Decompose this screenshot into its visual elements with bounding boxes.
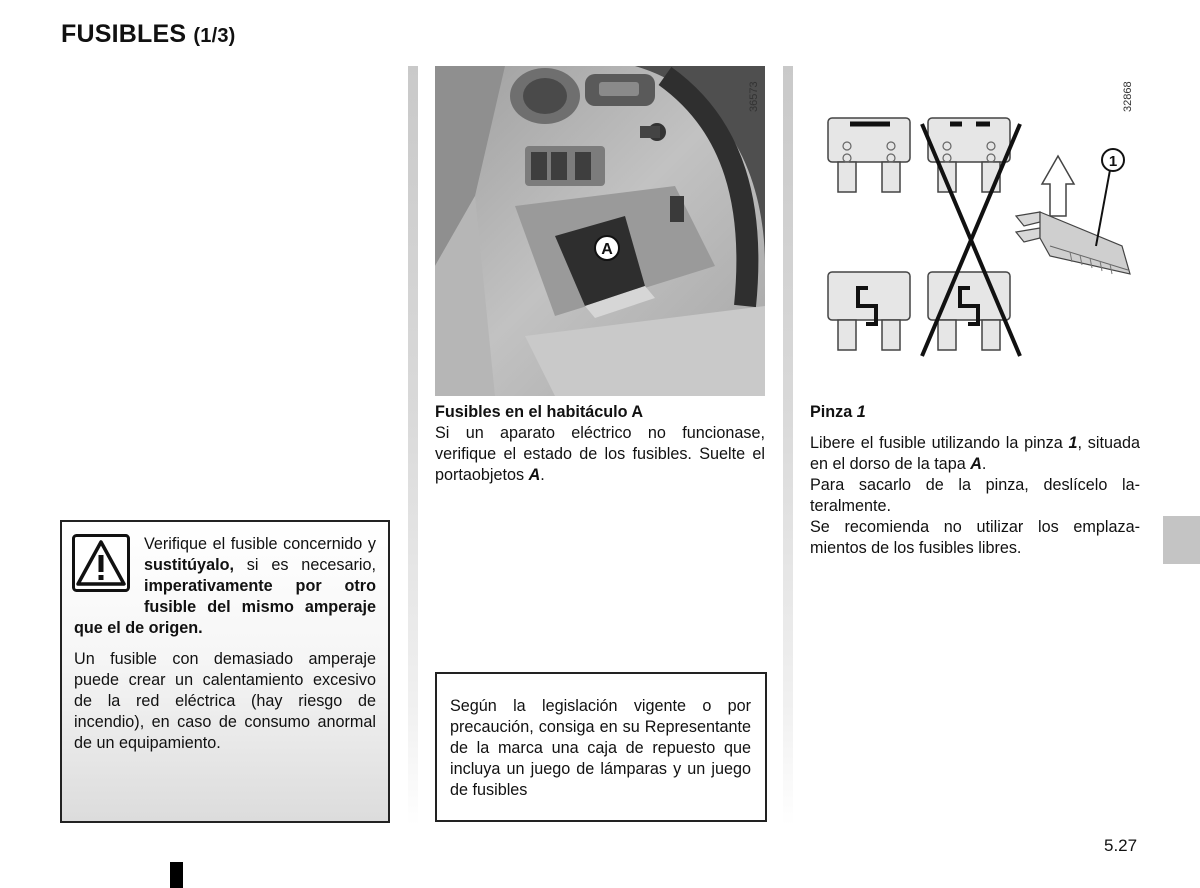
photo-caption: [435, 402, 765, 486]
page-title-text: FUSIBLES: [61, 20, 187, 48]
note-text: Según la legislación vigente o por precaución, consiga en su Representante de la marca una caja de repuesto que incluya un juego de lámparas y un juego de fusibles: [450, 697, 751, 799]
warning-paragraph-1: Verifique el fusible concernido y sustitúyalo, si es necesario, imperativamente por otro fusible del mismo amperaje que el de origen.: [74, 535, 376, 637]
photo-label-a: A: [601, 241, 613, 258]
diagram-code: 32868: [1122, 81, 1134, 112]
caption-text: Si un aparato eléctrico no funcionase, verifique el estado de los fusibles. Suelte el portaobjetos A.: [435, 424, 765, 484]
page-title-part: (1/3): [193, 25, 236, 47]
section-tab-marker: [1163, 516, 1200, 564]
photo-code: 36573: [748, 81, 760, 112]
warning-text: [74, 534, 376, 754]
caption-title: Fusibles en el habitáculo A: [435, 403, 644, 421]
column-divider-right: [783, 66, 793, 826]
note-box: [435, 672, 767, 822]
column-divider-left: [408, 66, 418, 826]
diagram-label-1: 1: [1108, 153, 1118, 170]
page-title: [61, 20, 236, 49]
warning-paragraph-2: Un fusible con demasiado amperaje puede crear un calentamiento excesivo de la red eléctrica (hay riesgo de incendio), en caso de consumo anormal de un equipamiento.: [74, 650, 376, 752]
crop-mark: [170, 862, 183, 888]
fuse-diagram: [810, 66, 1140, 396]
pliers-heading: Pinza 1: [810, 403, 866, 421]
dashboard-photo: [435, 66, 765, 396]
warning-box: [60, 520, 390, 823]
pliers-text: Libere el fusible utilizando la pinza 1, situada en el dorso de la tapa A. Para sacarlo de la pinza, deslícelo lateralmente. Se recomienda no utilizar los emplazamientos de los fusibles libres.: [810, 434, 1140, 557]
page-number: 5.27: [1104, 836, 1138, 855]
pliers-caption: [810, 402, 1140, 559]
